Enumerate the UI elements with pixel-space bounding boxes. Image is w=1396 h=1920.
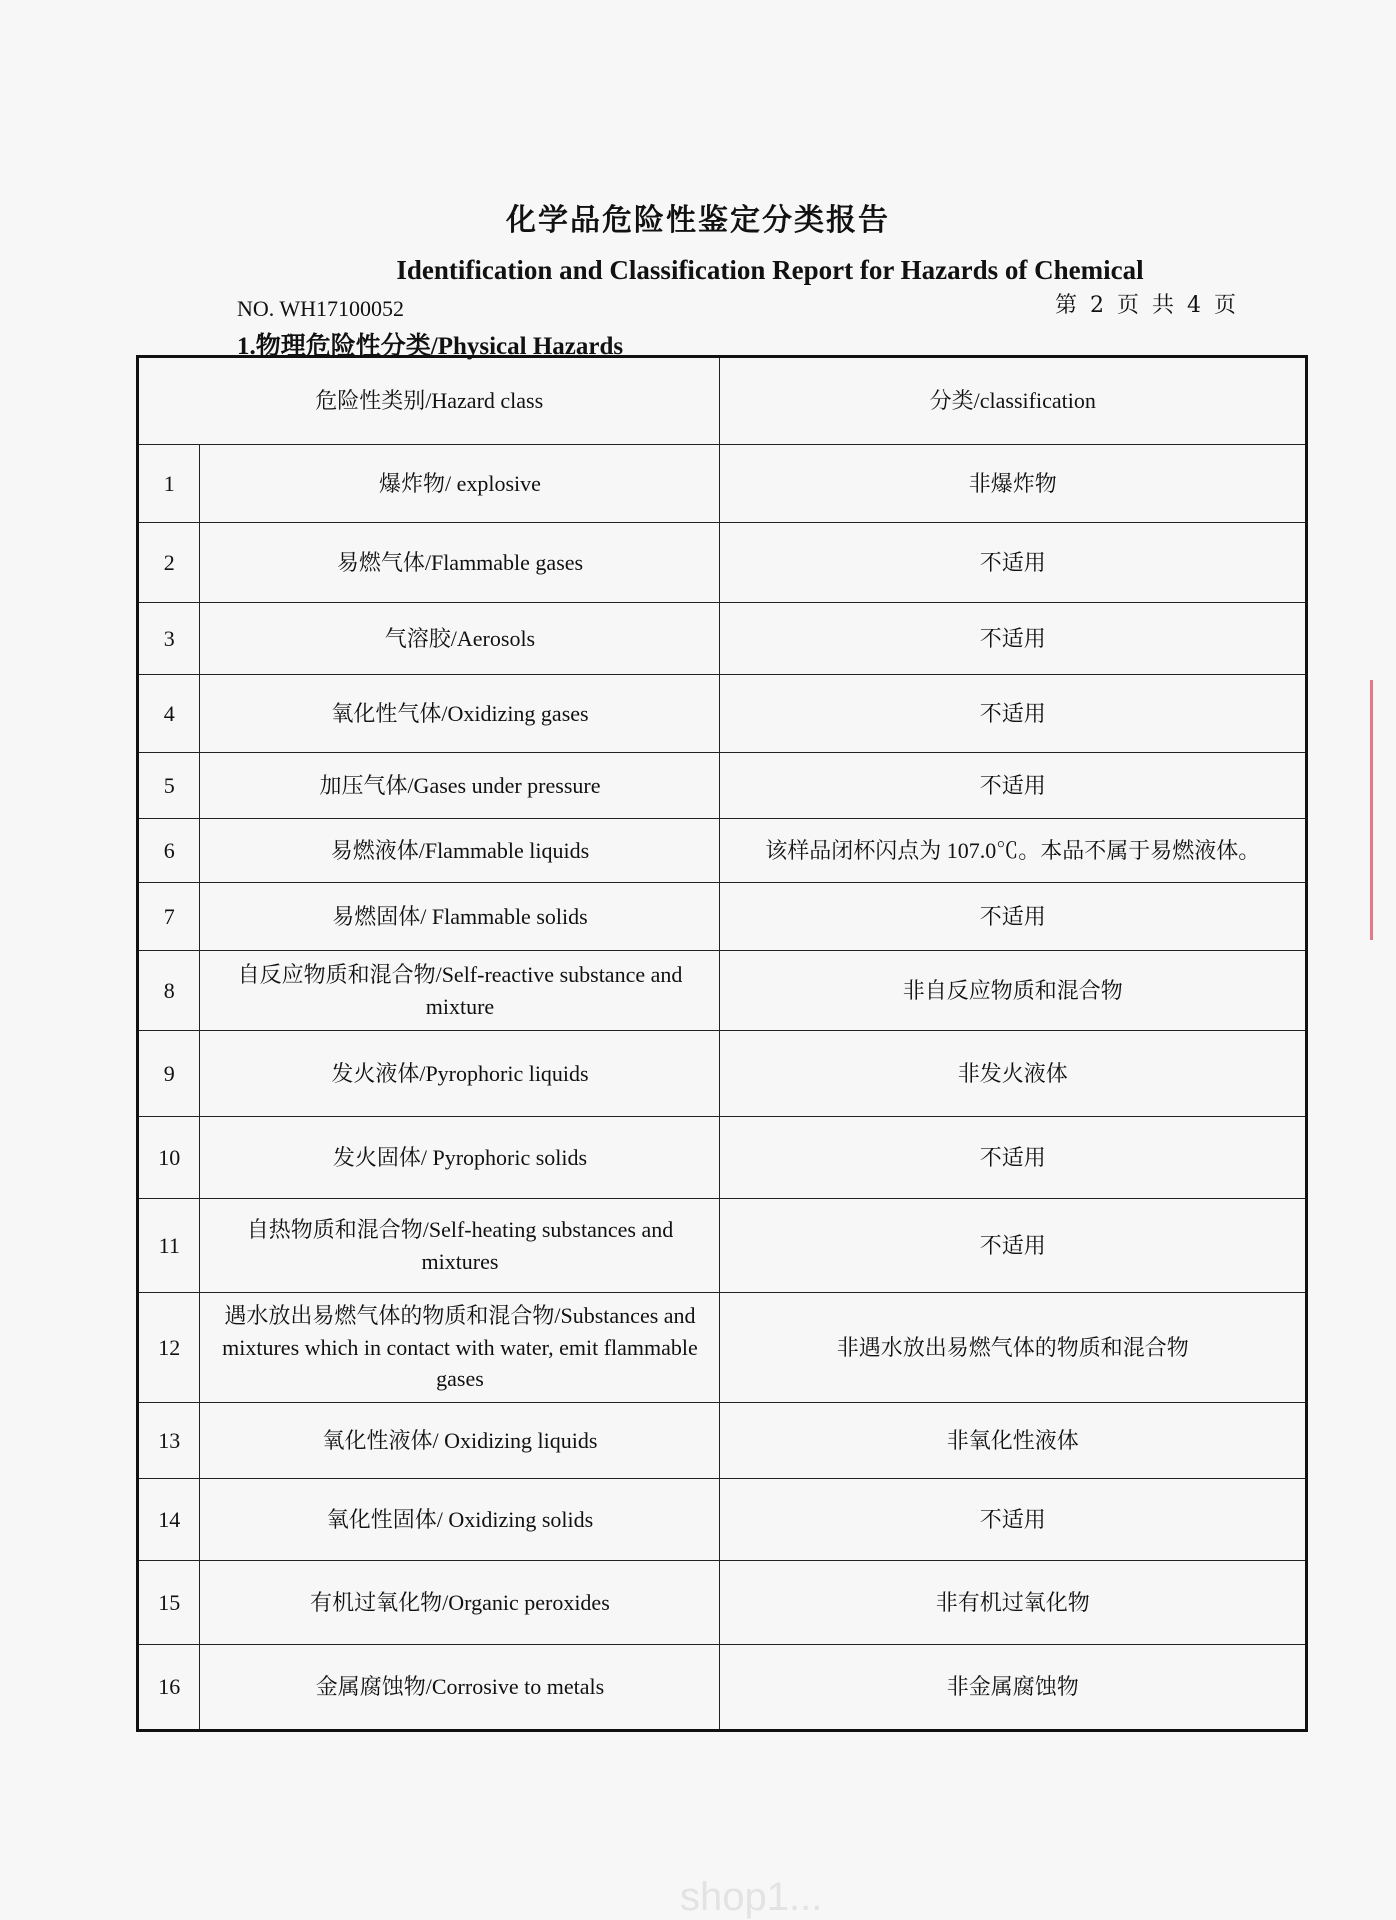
red-stamp-edge: [1370, 680, 1396, 940]
classification-cell: 不适用: [720, 883, 1307, 951]
row-number: 9: [138, 1031, 200, 1117]
row-number: 4: [138, 675, 200, 753]
row-number: 10: [138, 1117, 200, 1199]
header-hazard-class: 危险性类别/Hazard class: [138, 357, 720, 445]
hazard-class-cell: 有机过氧化物/Organic peroxides: [200, 1561, 720, 1645]
table-row: [138, 1117, 1307, 1199]
row-number: 1: [138, 445, 200, 523]
watermark: shop1...: [680, 1875, 823, 1919]
table-row: [138, 1403, 1307, 1479]
classification-cell: 非自反应物质和混合物: [720, 951, 1307, 1031]
hazard-class-cell: 氧化性气体/Oxidizing gases: [200, 675, 720, 753]
table-row: [138, 523, 1307, 603]
table-row: [138, 1031, 1307, 1117]
row-number: 15: [138, 1561, 200, 1645]
row-number: 13: [138, 1403, 200, 1479]
table-body: [138, 445, 1307, 1731]
hazard-table: [136, 355, 1308, 1732]
hazard-class-cell: 易燃液体/Flammable liquids: [200, 819, 720, 883]
report-number: NO. WH17100052: [237, 296, 405, 321]
row-number: 3: [138, 603, 200, 675]
hazard-class-cell: 发火固体/ Pyrophoric solids: [200, 1117, 720, 1199]
classification-cell: 非发火液体: [720, 1031, 1307, 1117]
row-number: 16: [138, 1645, 200, 1731]
table-row: [138, 1293, 1307, 1403]
classification-cell: 不适用: [720, 1117, 1307, 1199]
table-row: [138, 1479, 1307, 1561]
row-number: 14: [138, 1479, 200, 1561]
hazard-class-cell: 发火液体/Pyrophoric liquids: [200, 1031, 720, 1117]
hazard-class-cell: 遇水放出易燃气体的物质和混合物/Substances and mixtures which in contact with water, emit flammable gases: [200, 1293, 720, 1403]
table-row: [138, 951, 1307, 1031]
table-row: [138, 753, 1307, 819]
table-row: [138, 883, 1307, 951]
hazard-class-cell: 爆炸物/ explosive: [200, 445, 720, 523]
hazard-class-cell: 氧化性固体/ Oxidizing solids: [200, 1479, 720, 1561]
hazard-class-cell: 自反应物质和混合物/Self-reactive substance and mixture: [200, 951, 720, 1031]
classification-cell: 该样品闭杯闪点为 107.0℃。本品不属于易燃液体。: [720, 819, 1307, 883]
hazard-class-cell: 自热物质和混合物/Self-heating substances and mixtures: [200, 1199, 720, 1293]
table-row: [138, 1561, 1307, 1645]
hazard-class-cell: 加压气体/Gases under pressure: [200, 753, 720, 819]
classification-cell: 非金属腐蚀物: [720, 1645, 1307, 1731]
classification-cell: 不适用: [720, 1479, 1307, 1561]
row-number: 8: [138, 951, 200, 1031]
table-row: [138, 1645, 1307, 1731]
section-title: 1.物理危险性分类/Physical Hazards: [237, 333, 624, 360]
classification-cell: 不适用: [720, 523, 1307, 603]
classification-cell: 非氧化性液体: [720, 1403, 1307, 1479]
page-info: 第 2 页 共 4 页: [1055, 293, 1239, 318]
classification-cell: 不适用: [720, 753, 1307, 819]
table-header-row: [138, 357, 1307, 445]
classification-cell: 不适用: [720, 1199, 1307, 1293]
classification-cell: 不适用: [720, 603, 1307, 675]
row-number: 5: [138, 753, 200, 819]
hazard-class-cell: 易燃固体/ Flammable solids: [200, 883, 720, 951]
table-row: [138, 603, 1307, 675]
hazard-class-cell: 气溶胶/Aerosols: [200, 603, 720, 675]
classification-cell: 非有机过氧化物: [720, 1561, 1307, 1645]
table-row: [138, 819, 1307, 883]
row-number: 2: [138, 523, 200, 603]
row-number: 11: [138, 1199, 200, 1293]
table-row: [138, 1199, 1307, 1293]
row-number: 12: [138, 1293, 200, 1403]
hazard-class-cell: 氧化性液体/ Oxidizing liquids: [200, 1403, 720, 1479]
table-row: [138, 445, 1307, 523]
row-number: 7: [138, 883, 200, 951]
table-row: [138, 675, 1307, 753]
report-title-en: Identification and Classification Report for Hazards of Chemical: [396, 255, 1144, 285]
hazard-class-cell: 金属腐蚀物/Corrosive to metals: [200, 1645, 720, 1731]
row-number: 6: [138, 819, 200, 883]
classification-cell: 不适用: [720, 675, 1307, 753]
header-classification: 分类/classification: [720, 357, 1307, 445]
hazard-class-cell: 易燃气体/Flammable gases: [200, 523, 720, 603]
classification-cell: 非遇水放出易燃气体的物质和混合物: [720, 1293, 1307, 1403]
classification-cell: 非爆炸物: [720, 445, 1307, 523]
report-title-cn: 化学品危险性鉴定分类报告: [506, 203, 890, 238]
